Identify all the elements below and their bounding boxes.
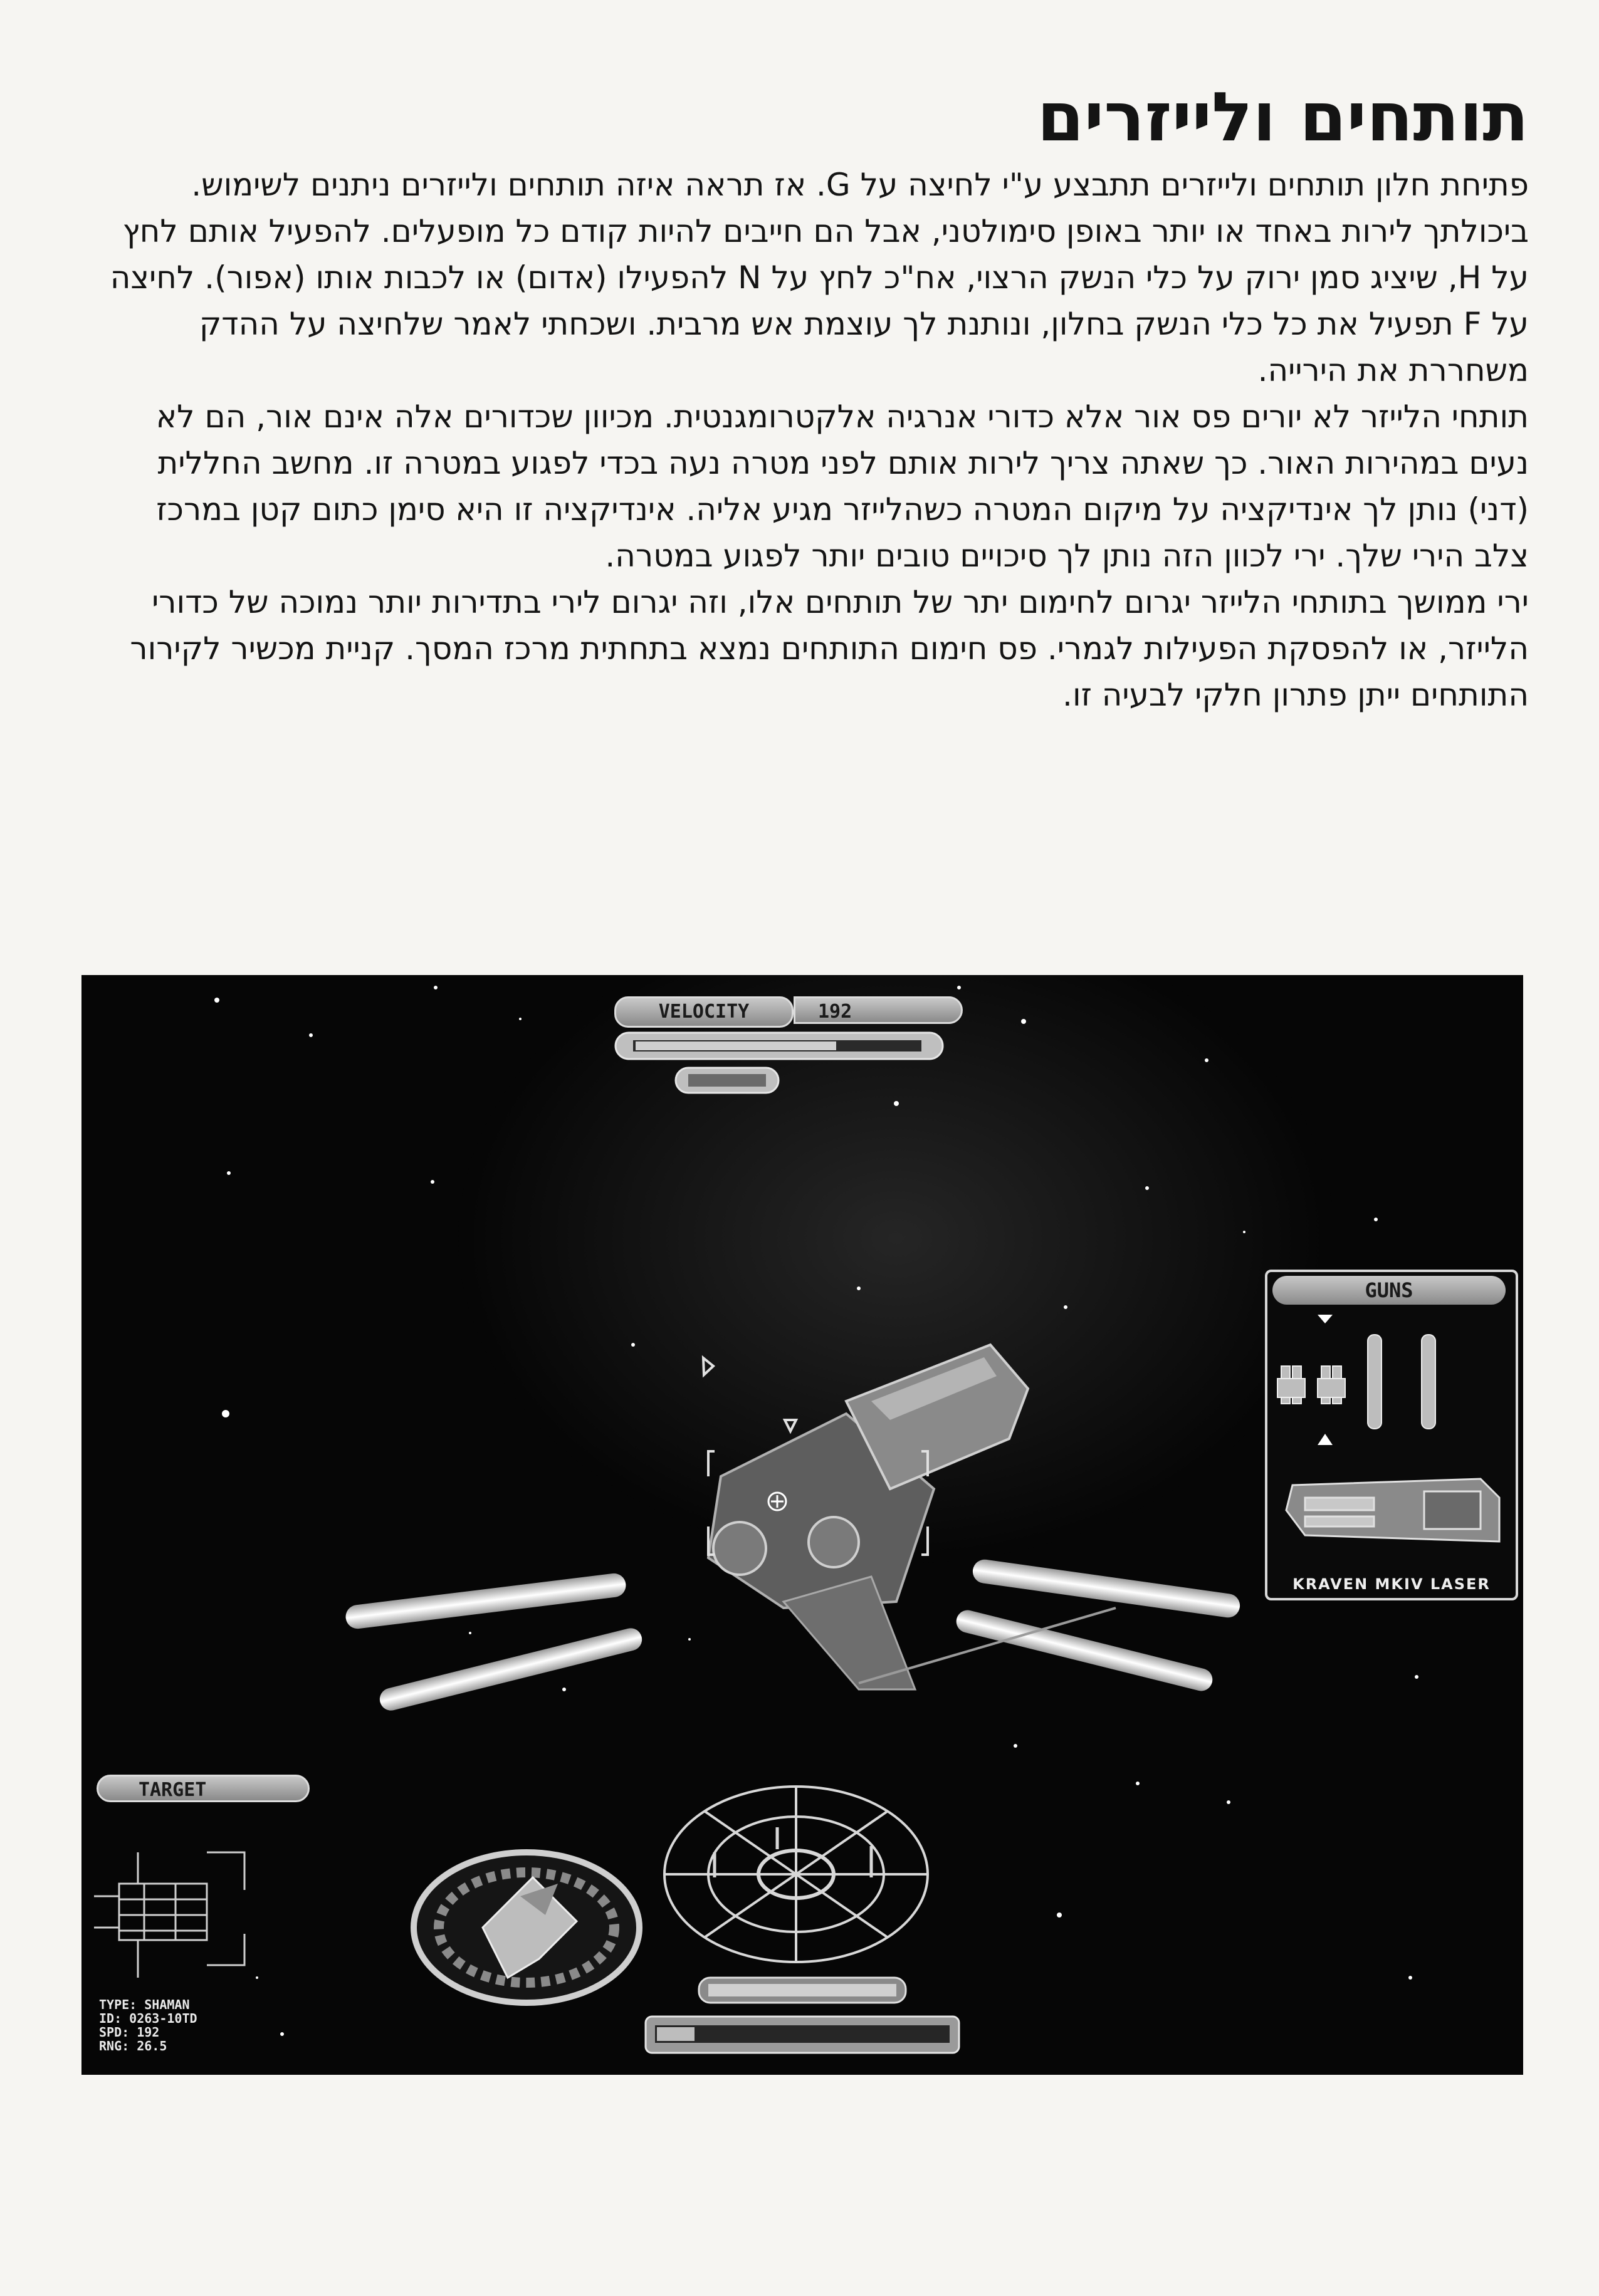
target-type: TYPE: SHAMAN (99, 1997, 190, 2012)
velocity-value: 192 (794, 996, 963, 1024)
guns-panel (1265, 1270, 1518, 1600)
guns-icons (1267, 1272, 1516, 1598)
radar (664, 1787, 928, 1962)
target-label: TARGET (97, 1775, 310, 1802)
target-range: RNG: 26.5 (99, 2038, 167, 2053)
paragraph-1: פתיחת חלון תותחים ולייזרים תתבצע ע"י לחיצה על G. אז תראה איזה תותחים ולייזרים ניתנים לשימוש. ביכולתך לירות באחד או יותר באופן סימולטני, אבל הם חייבים להיות קודם כל מופעלים. להפעיל אותם לחץ על H, שיציג סמן ירוק על כלי הנשק הרצוי, אח"כ לחץ על N להפעילו (אדום) או לכבות אותו (אפור). לחיצה על F תפעיל את כל כלי הנשק בחלון, ונותנת לך עוצמת אש מרבית. ושכחתי לאמר שלחיצה על ההדק משחררת את הירייה. (110, 167, 1529, 389)
target-speed: SPD: 192 (99, 2025, 160, 2040)
ship-view-dial (414, 1852, 639, 2003)
body-text (100, 162, 1529, 718)
target-info (99, 1998, 197, 2053)
game-screenshot (81, 975, 1523, 2075)
paragraph-3: ירי ממושך בתותחי הלייזר יגרום לחימום יתר של תותחים אלו, וזה יגרום לירי בתדירות יותר נמוכה של כדורי הלייזר, או להפסקת הפעילות לגמרי. פס חימום התותחים נמצא בתחתית מרכז המסך. קניית מכשיר לקירור התותחים ייתן פתרון חלקי לבעיה זו. (130, 584, 1529, 713)
weapon-name: KRAVEN MKIV LASER (1292, 1575, 1491, 1593)
velocity-label: VELOCITY (614, 996, 794, 1028)
page-title: תותחים ולייזרים (1037, 78, 1529, 157)
target-id: ID: 0263-10TD (99, 2011, 197, 2026)
paragraph-2: תותחי הלייזר לא יורים פס אור אלא כדורי אנרגיה אלקטרומגנטית. מכיוון שכדורים אלה אינם אור, הם לא נעים במהירות האור. כך שאתה צריך לירות אותם לפני מטרה נעה בכדי לפגוע במטרה זו. מחשב החללית (דני) נותן לך אינדיקציה על מיקום המטרה כשהלייזר מגיע אליה. אינדיקציה זו היא סימן כתום קטן במרכז צלב הירי שלך. ירי לכוון הזה נותן לך סיכויים טובים יותר לפגוע במטרה. (155, 399, 1529, 574)
guns-title: GUNS (1272, 1276, 1506, 1305)
